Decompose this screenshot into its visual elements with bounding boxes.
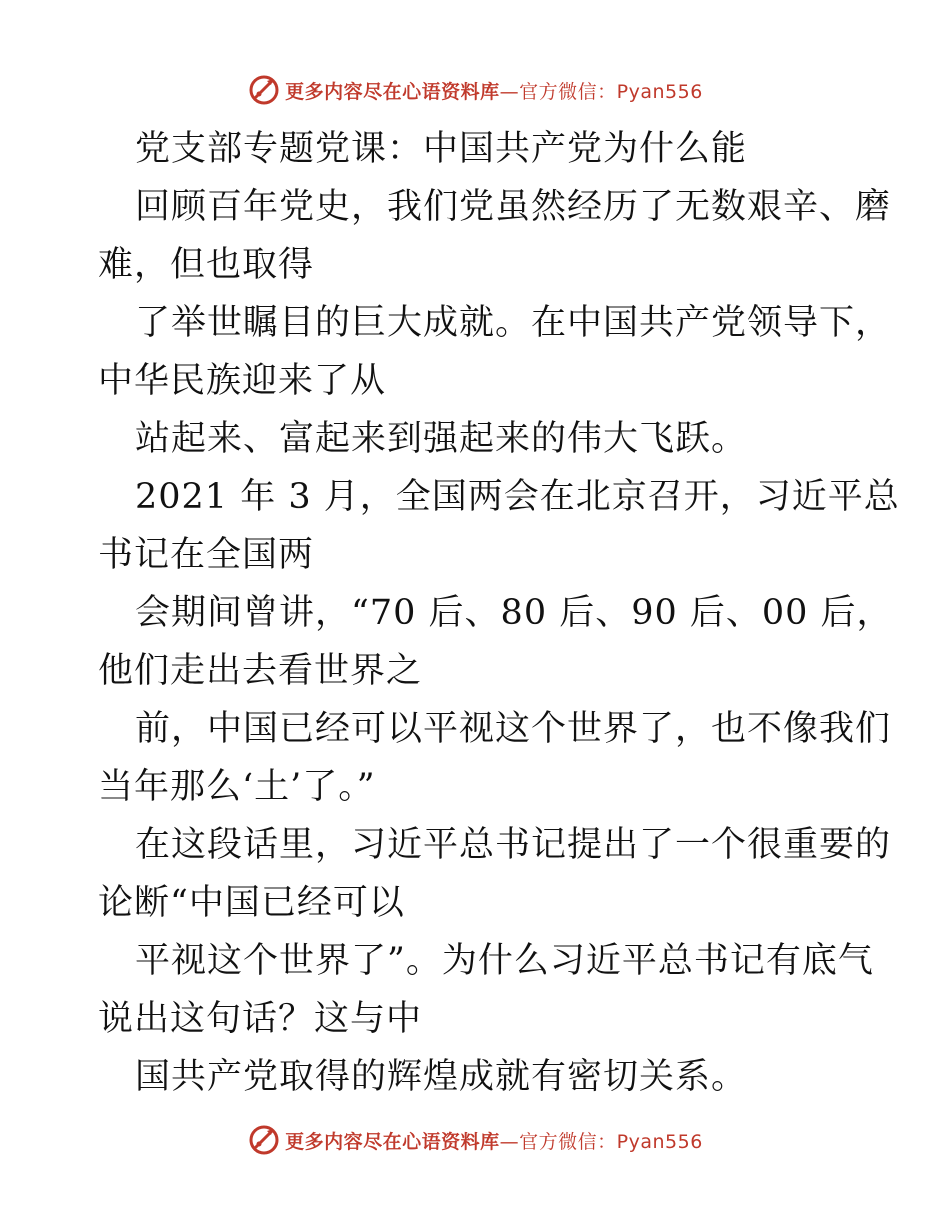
paragraph-line: 会期间曾讲，“70 后、80 后、90 后、00 后， <box>135 593 893 633</box>
footer-banner-separator: — <box>499 1130 520 1153</box>
paragraph-line: 站起来、富起来到强起来的伟大飞跃。 <box>135 419 748 459</box>
paragraph-line: 平视这个世界了”。为什么习近平总书记有底气 <box>135 941 874 981</box>
paragraph-line: 难，但也取得 <box>98 245 315 285</box>
paragraph-line: 在这段话里，习近平总书记提出了一个很重要的 <box>135 825 892 865</box>
paragraph-line: 他们走出去看世界之 <box>98 651 423 691</box>
paragraph-line: 前，中国已经可以平视这个世界了，也不像我们 <box>135 709 892 749</box>
paragraph-line: 2021 年 3 月，全国两会在北京召开，习近平总 <box>135 477 900 517</box>
brand-logo-icon <box>247 1123 281 1157</box>
header-banner-wechat: 官方微信：Pyan556 <box>519 80 703 103</box>
paragraph-line: 了举世瞩目的巨大成就。在中国共产党领导下， <box>135 303 892 343</box>
paragraph-line: 国共产党取得的辉煌成就有密切关系。 <box>135 1057 748 1097</box>
paragraph-line: 说出这句话？这与中 <box>98 999 423 1039</box>
document-title: 党支部专题党课：中国共产党为什么能 <box>135 129 748 169</box>
paragraph-line: 书记在全国两 <box>98 535 315 575</box>
footer-banner-main: 更多内容尽在心语资料库 <box>285 1130 500 1153</box>
paragraph-line: 回顾百年党史，我们党虽然经历了无数艰辛、磨 <box>135 187 892 227</box>
brand-logo-icon <box>247 73 281 107</box>
paragraph-line: 论断“中国已经可以 <box>98 883 405 923</box>
header-banner-main: 更多内容尽在心语资料库 <box>285 80 500 103</box>
header-banner <box>0 70 950 110</box>
paragraph-line: 中华民族迎来了从 <box>98 361 387 401</box>
footer-banner-wechat: 官方微信：Pyan556 <box>519 1130 703 1153</box>
document-body <box>98 120 900 1106</box>
header-banner-text <box>285 77 703 104</box>
footer-banner-text <box>285 1127 703 1154</box>
paragraph-line: 当年那么‘土’了。” <box>98 767 376 807</box>
footer-banner <box>0 1120 950 1160</box>
header-banner-separator: — <box>499 80 520 103</box>
